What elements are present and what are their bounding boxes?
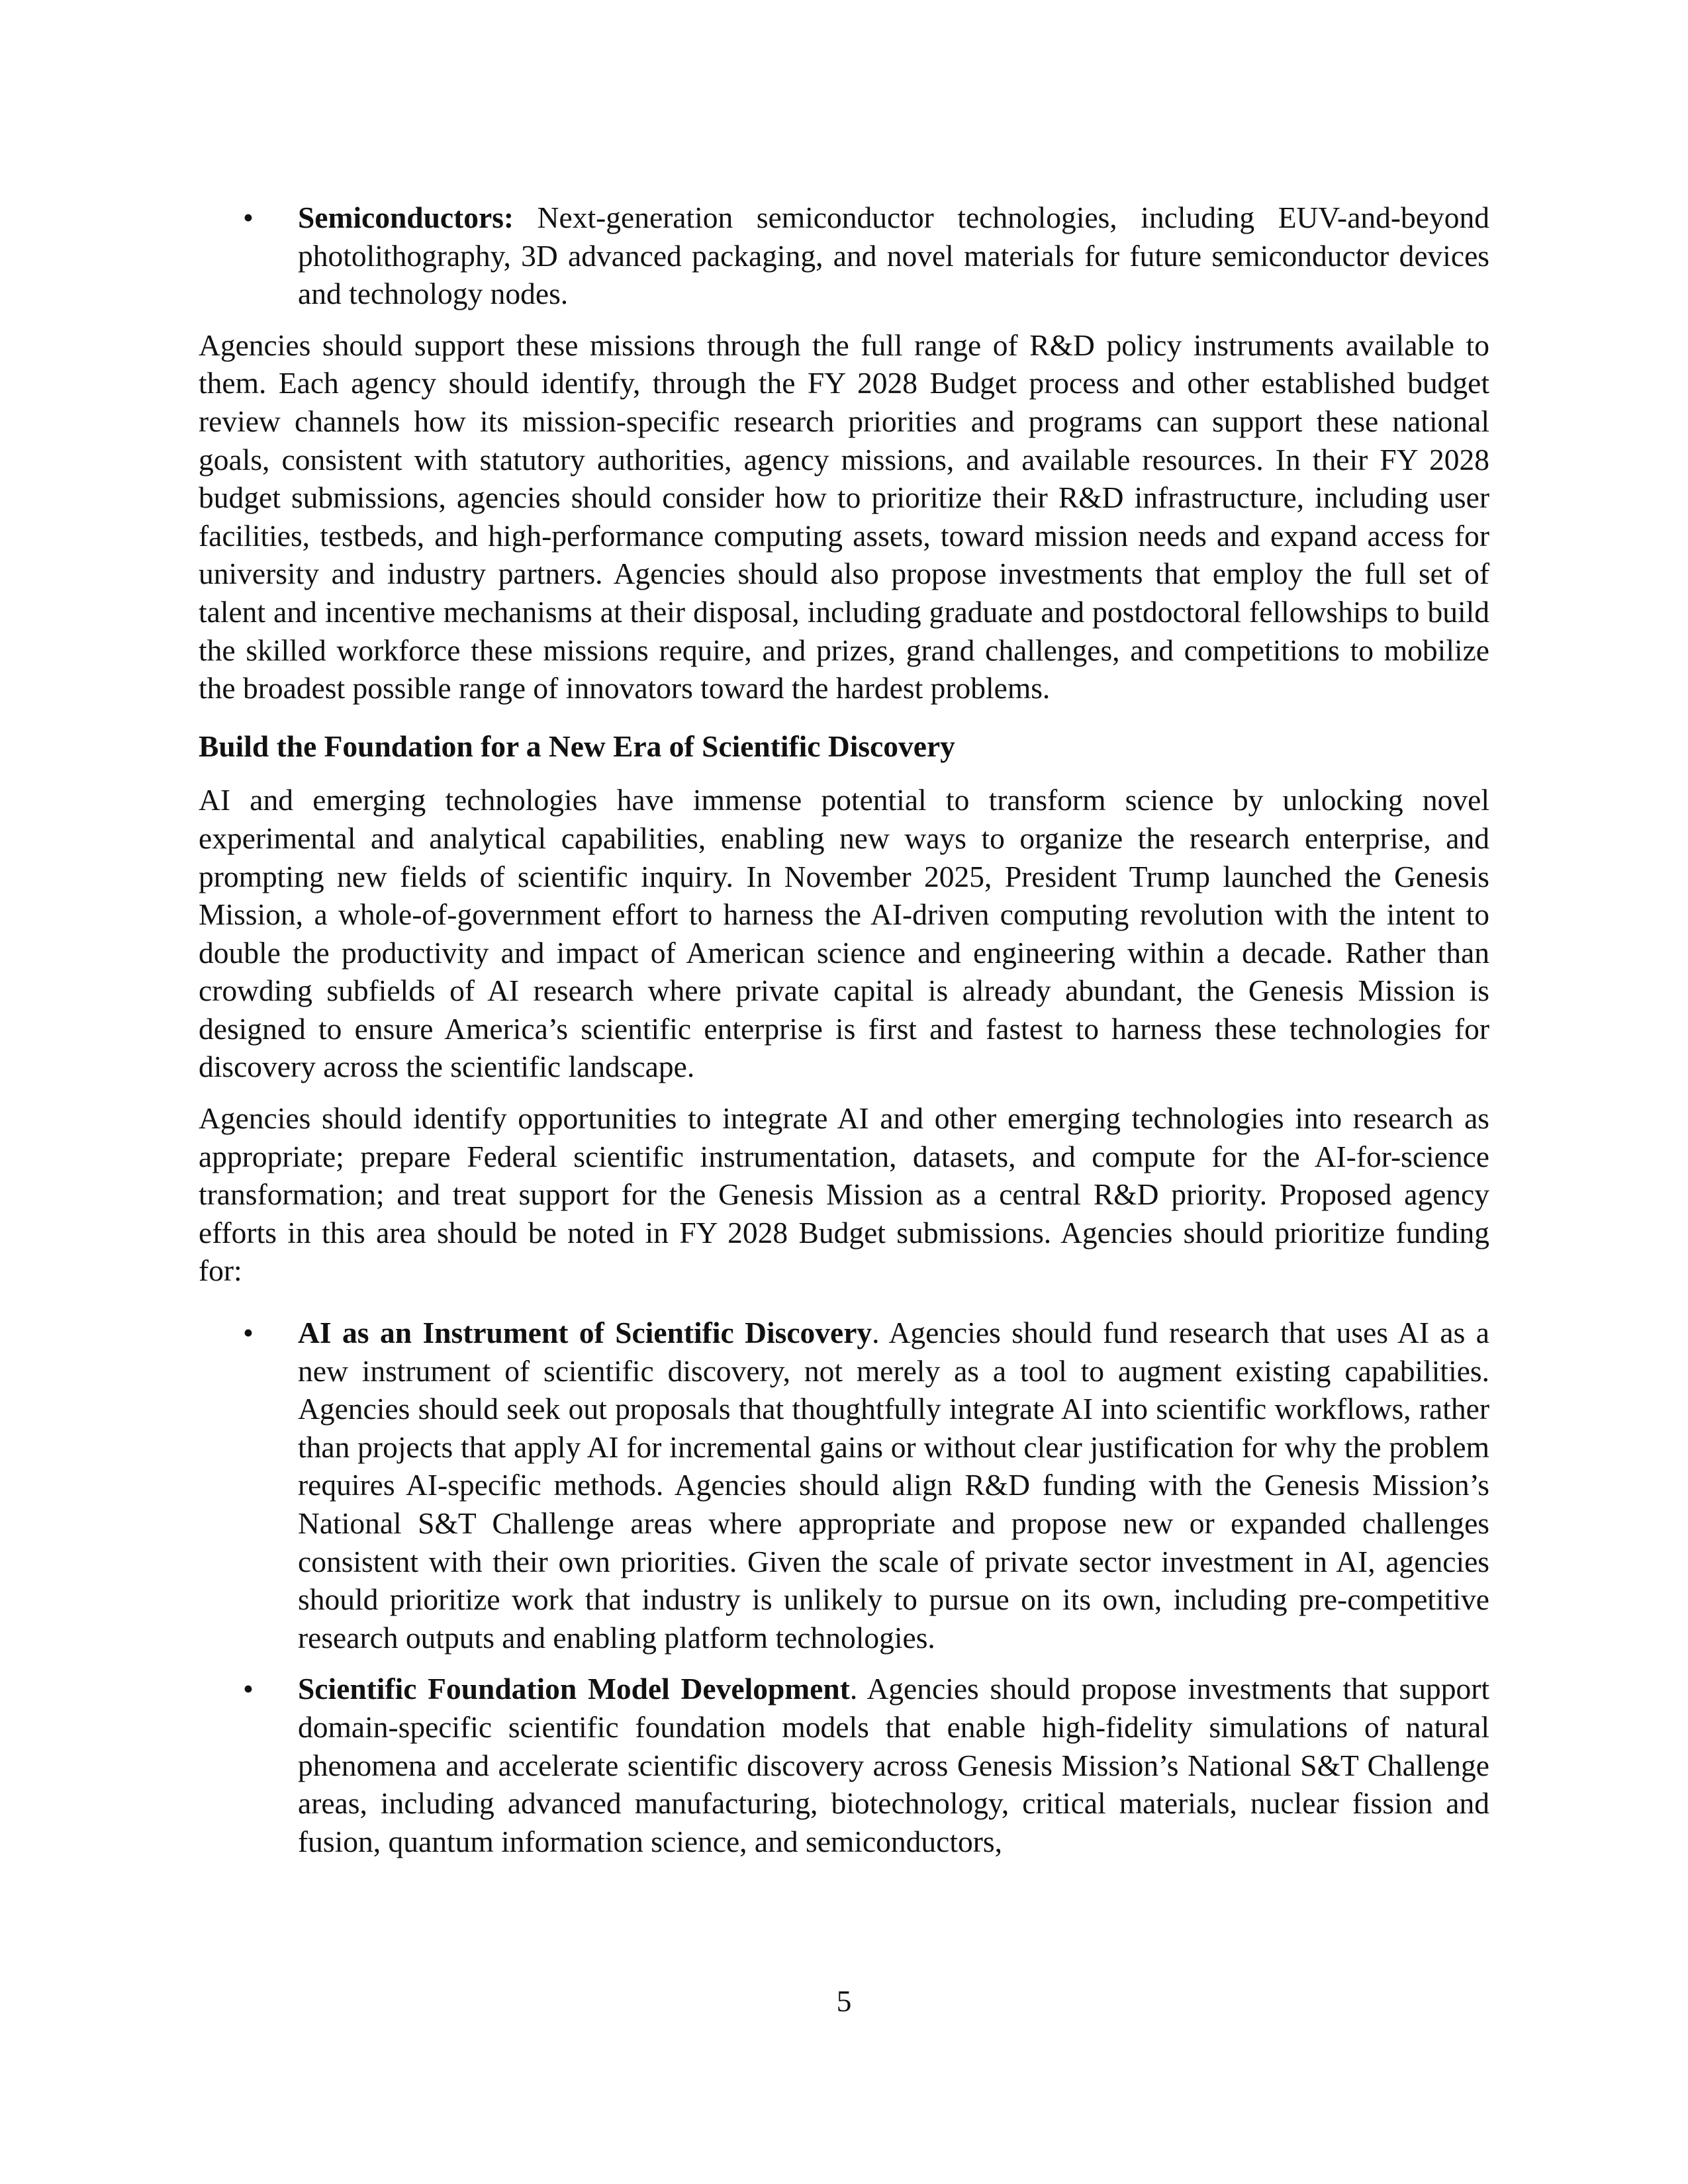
bullet-text: . Agencies should propose investments that support domain-specific scientific foundation models that enable high-fidelity simulations of natural phenomena and accelerate scientific discovery across Genesis Mission’s National S&T Challenge areas, including advanced manufacturing, biotechnology, critical materials, nuclear fission and fusion, quantum information science, and semiconductors, xyxy=(298,1672,1489,1858)
body-paragraph-3: Agencies should identify opportunities to integrate AI and other emerging technologies into research as appropriate; prepare Federal scientific instrumentation, datasets, and compute for the AI-for-science transformation; and treat support for the Genesis Mission as a central R&D priority. Proposed agency efforts in this area should be noted in FY 2028 Budget submissions. Agencies should prioritize funding for: xyxy=(199,1101,1489,1288)
bullet-list-bottom xyxy=(199,1314,1489,1860)
bullet-text: Next-generation semiconductor technologies, including EUV-and-beyond photolithography, 3D advanced packaging, and novel materials for future semiconductor devices and technology nodes. xyxy=(298,201,1489,311)
body-paragraph-1: Agencies should support these missions through the full range of R&D policy instruments available to them. Each agency should identify, through the FY 2028 Budget process and other established budget review channels how its mission-specific research priorities and programs can support these national goals, consistent with statutory authorities, agency missions, and available resources. In their FY 2028 budget submissions, agencies should consider how to prioritize their R&D infrastructure, including user facilities, testbeds, and high-performance computing assets, toward mission needs and expand access for university and industry partners. Agencies should also propose investments that employ the full set of talent and incentive mechanisms at their disposal, including graduate and postdoctoral fellowships to build the skilled workforce these missions require, and prizes, grand challenges, and competitions to mobilize the broadest possible range of innovators toward the hardest problems. xyxy=(199,328,1489,705)
list-item xyxy=(199,1314,1489,1657)
bullet-term: Semiconductors: xyxy=(298,201,514,234)
page-number: 5 xyxy=(836,1984,852,2018)
section-heading: Build the Foundation for a New Era of Scientific Discovery xyxy=(199,729,955,763)
bullet-term: Scientific Foundation Model Development xyxy=(298,1672,850,1706)
bullet-list-top xyxy=(199,199,1489,313)
bullet-icon: • xyxy=(243,1672,254,1706)
list-item xyxy=(199,199,1489,313)
bullet-text: . Agencies should fund research that uses AI as a new instrument of scientific discovery, not merely as a tool to augment existing capabilities. Agencies should seek out proposals that thoughtfully integrate AI into scientific workflows, rather than projects that apply AI for incremental gains or without clear justification for why the problem requires AI-specific methods. Agencies should align R&D funding with the Genesis Mission’s National S&T Challenge areas where appropriate and propose new or expanded challenges consistent with their own priorities. Given the scale of private sector investment in AI, agencies should prioritize work that industry is unlikely to pursue on its own, including pre-competitive research outputs and enabling platform technologies. xyxy=(298,1316,1489,1655)
body-paragraph-2: AI and emerging technologies have immense potential to transform science by unlocking novel experimental and analytical capabilities, enabling new ways to organize the research enterprise, and prompting new fields of scientific inquiry. In November 2025, President Trump launched the Genesis Mission, a whole-of-government effort to harness the AI-driven computing revolution with the intent to double the productivity and impact of American science and engineering within a decade. Rather than crowding subfields of AI research where private capital is already abundant, the Genesis Mission is designed to ensure America’s scientific enterprise is first and fastest to harness these technologies for discovery across the scientific landscape. xyxy=(199,783,1489,1084)
bullet-term: AI as an Instrument of Scientific Discovery xyxy=(298,1316,872,1350)
document-page xyxy=(199,199,1489,1874)
bullet-icon: • xyxy=(243,201,254,234)
bullet-icon: • xyxy=(243,1316,254,1350)
list-item xyxy=(199,1670,1489,1860)
